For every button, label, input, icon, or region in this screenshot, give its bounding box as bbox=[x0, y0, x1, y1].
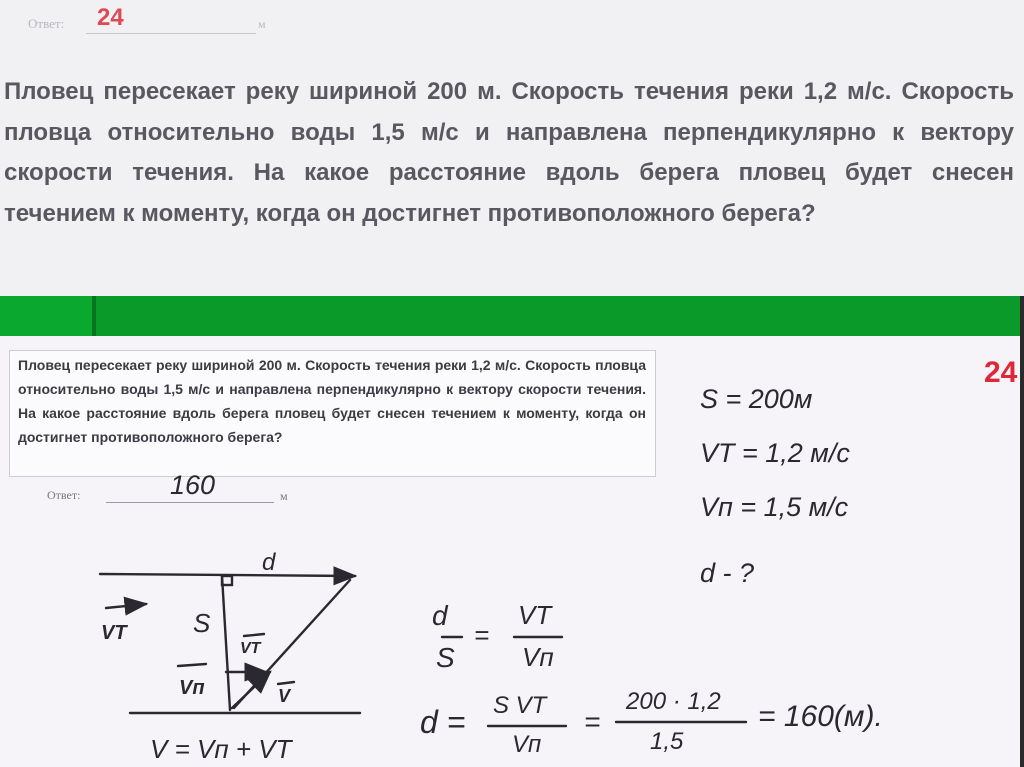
given-d: d - ? bbox=[700, 558, 755, 588]
diagram-v-label: V bbox=[278, 686, 291, 706]
green-separator-bar bbox=[0, 296, 1024, 336]
ratio-right-numerator: VT bbox=[518, 600, 552, 630]
fraction-equals: = bbox=[584, 706, 601, 737]
top-page bbox=[0, 0, 1024, 296]
bottom-problem-text: Пловец пересекает реку шириной 200 м. Скорость течения реки 1,2 м/с. Скорость пловца относительно воды 1,5 м/с и направлена перпендикулярно к вектору скорости течения. На какое расстояние вдоль берега пловец будет снесен течением к моменту, когда он достигнет противоположного берега? bbox=[18, 357, 646, 445]
given-vt: VT = 1,2 м/с bbox=[700, 438, 850, 468]
fraction2-numerator: 200 · 1,2 bbox=[626, 688, 721, 715]
green-bar-segment bbox=[0, 296, 92, 336]
d-equals: d = bbox=[420, 704, 466, 740]
vn-overline bbox=[178, 664, 206, 666]
ratio-right-denominator: Vп bbox=[522, 642, 554, 672]
bottom-answer-unit: м bbox=[280, 489, 288, 503]
diagram-d-label: d bbox=[262, 549, 276, 576]
fraction1-numerator: S VT bbox=[493, 692, 547, 719]
result-value: = 160(м). bbox=[758, 700, 883, 733]
diagram-drawing bbox=[0, 336, 1020, 767]
vt-mid-overline bbox=[244, 634, 264, 636]
top-answer-unit: м bbox=[258, 17, 266, 31]
v-overline bbox=[278, 682, 294, 684]
bottom-answer-label: Ответ: bbox=[47, 488, 81, 502]
ratio-left-numerator: d bbox=[432, 600, 448, 631]
given-vn: Vп = 1,5 м/с bbox=[700, 492, 849, 522]
diagram-s-label: S bbox=[193, 608, 211, 638]
vector-sum-equation: V = Vп + VT bbox=[150, 734, 292, 764]
top-answer-value: 24 bbox=[97, 4, 124, 31]
green-bar-divider bbox=[92, 296, 96, 336]
top-answer-label: Ответ: bbox=[28, 16, 65, 31]
fraction2-denominator: 1,5 bbox=[650, 728, 684, 755]
diagram-vt-left-label: VT bbox=[101, 622, 127, 644]
fraction1-denominator: Vп bbox=[512, 731, 542, 758]
ratio-left-denominator: S bbox=[436, 642, 455, 673]
diagram-vn-label: Vп bbox=[179, 677, 205, 699]
diagram-vt-mid-label: VT bbox=[240, 640, 261, 657]
bottom-answer-value: 160 bbox=[170, 470, 216, 500]
top-answer-line bbox=[86, 33, 256, 34]
problem-number-badge: 24 bbox=[984, 356, 1018, 389]
right-edge-shadow bbox=[1020, 296, 1024, 767]
given-s: S = 200м bbox=[700, 384, 813, 414]
top-problem-text: Пловец пересекает реку шириной 200 м. Скорость течения реки 1,2 м/с. Скорость пловца относительно воды 1,5 м/с и направлена перпендикулярно к вектору скорости течения. На какое расстояние вдоль берега пловец будет снесен течением к моменту, когда он достигнет противоположного берега? bbox=[4, 78, 1014, 227]
v-vector-arrow bbox=[232, 672, 270, 708]
vt-left-arrow-mark bbox=[106, 604, 146, 608]
swimmer-vn-path bbox=[222, 576, 230, 710]
ratio-equals: = bbox=[474, 620, 490, 650]
